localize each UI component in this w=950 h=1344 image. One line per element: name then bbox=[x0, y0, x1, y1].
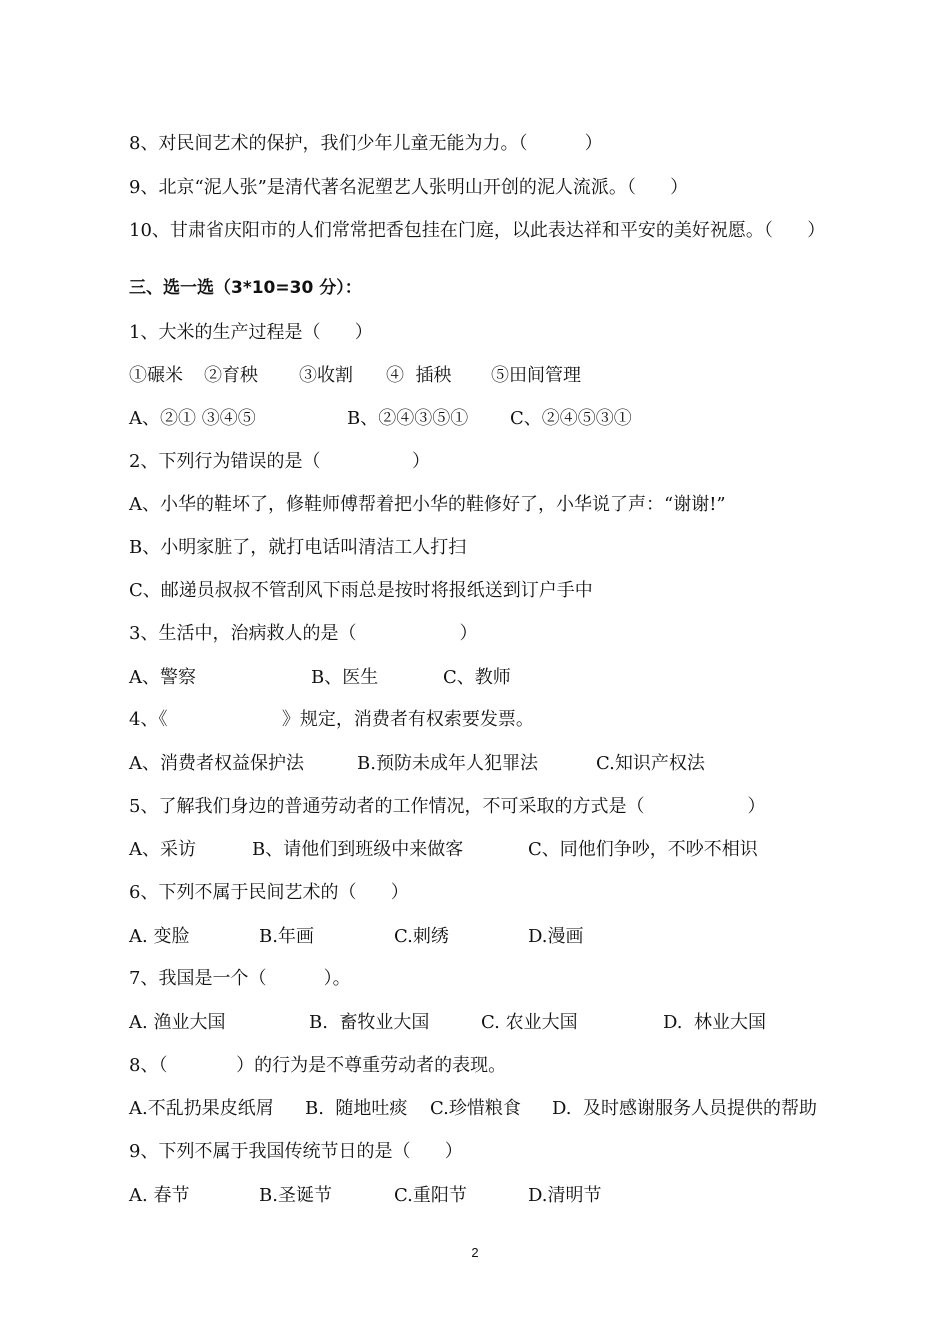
q5-option-b: B、请他们到班级中来做客 bbox=[252, 839, 464, 860]
judge-question-8: 8、对民间艺术的保护，我们少年儿童无能为力。（ ） bbox=[129, 133, 603, 154]
q5-option-a: A、采访 bbox=[129, 839, 196, 860]
q7-option-b: B. 畜牧业大国 bbox=[309, 1012, 430, 1033]
q6-option-b: B.年画 bbox=[259, 926, 314, 947]
q1-option-c: C、②④⑤③① bbox=[510, 408, 632, 429]
q7-option-a: A. 渔业大国 bbox=[129, 1012, 226, 1033]
q2-option-b: B、小明家脏了，就打电话叫清洁工人打扫 bbox=[129, 537, 467, 558]
question-1-stem: 1、大米的生产过程是（ ） bbox=[129, 322, 373, 343]
question-8-stem: 8、（ ）的行为是不尊重劳动者的表现。 bbox=[129, 1055, 507, 1076]
q8-option-a: A.不乱扔果皮纸屑 bbox=[129, 1098, 274, 1119]
question-4-stem: 4、《 》规定，消费者有权索要发票。 bbox=[129, 709, 534, 730]
page-number: 2 bbox=[471, 1245, 479, 1260]
q6-option-a: A. 变脸 bbox=[129, 926, 190, 947]
q9-option-b: B.圣诞节 bbox=[259, 1185, 332, 1206]
q3-option-c: C、教师 bbox=[443, 667, 511, 688]
q9-option-a: A. 春节 bbox=[129, 1185, 190, 1206]
question-9-stem: 9、下列不属于我国传统节日的是（ ） bbox=[129, 1141, 463, 1162]
q1-option-a: A、②① ③④⑤ bbox=[129, 408, 256, 429]
q7-option-d: D. 林业大国 bbox=[663, 1012, 766, 1033]
q1-item: ③收割 bbox=[299, 365, 353, 386]
q8-option-c: C.珍惜粮食 bbox=[430, 1098, 521, 1119]
q9-option-d: D.清明节 bbox=[528, 1185, 602, 1206]
q4-option-a: A、消费者权益保护法 bbox=[129, 753, 304, 774]
q1-option-b: B、②④③⑤① bbox=[347, 408, 469, 429]
q8-option-b: B. 随地吐痰 bbox=[305, 1098, 408, 1119]
q3-option-a: A、警察 bbox=[129, 667, 196, 688]
q1-item: ②育秧 bbox=[204, 365, 258, 386]
q6-option-c: C.刺绣 bbox=[394, 926, 449, 947]
q1-item: ①碾米 bbox=[129, 365, 183, 386]
q1-item: ⑤田间管理 bbox=[491, 365, 581, 386]
q4-option-c: C.知识产权法 bbox=[596, 753, 705, 774]
q9-option-c: C.重阳节 bbox=[394, 1185, 467, 1206]
q4-option-b: B.预防未成年人犯罪法 bbox=[357, 753, 538, 774]
question-3-stem: 3、生活中，治病救人的是（ ） bbox=[129, 623, 478, 644]
q5-option-c: C、同他们争吵，不吵不相识 bbox=[528, 839, 758, 860]
question-6-stem: 6、下列不属于民间艺术的（ ） bbox=[129, 882, 409, 903]
question-5-stem: 5、了解我们身边的普通劳动者的工作情况，不可采取的方式是（ ） bbox=[129, 796, 766, 817]
q2-option-a: A、小华的鞋坏了，修鞋师傅帮着把小华的鞋修好了，小华说了声：“谢谢!” bbox=[129, 494, 726, 515]
q8-option-d: D. 及时感谢服务人员提供的帮助 bbox=[552, 1098, 817, 1119]
q3-option-b: B、医生 bbox=[311, 667, 379, 688]
judge-question-10: 10、甘肃省庆阳市的人们常常把香包挂在门庭，以此表达祥和平安的美好祝愿。（ ） bbox=[129, 220, 826, 241]
q1-item: ④ 插秧 bbox=[386, 365, 452, 386]
section-heading: 三、选一选（3*10=30 分）： bbox=[129, 278, 362, 298]
question-2-stem: 2、下列行为错误的是（ ） bbox=[129, 451, 430, 472]
question-7-stem: 7、我国是一个（ ）。 bbox=[129, 968, 351, 989]
q7-option-c: C. 农业大国 bbox=[481, 1012, 578, 1033]
q6-option-d: D.漫画 bbox=[528, 926, 584, 947]
q2-option-c: C、邮递员叔叔不管刮风下雨总是按时将报纸送到订户手中 bbox=[129, 580, 593, 601]
judge-question-9: 9、北京“泥人张”是清代著名泥塑艺人张明山开创的泥人流派。（ ） bbox=[129, 177, 689, 198]
